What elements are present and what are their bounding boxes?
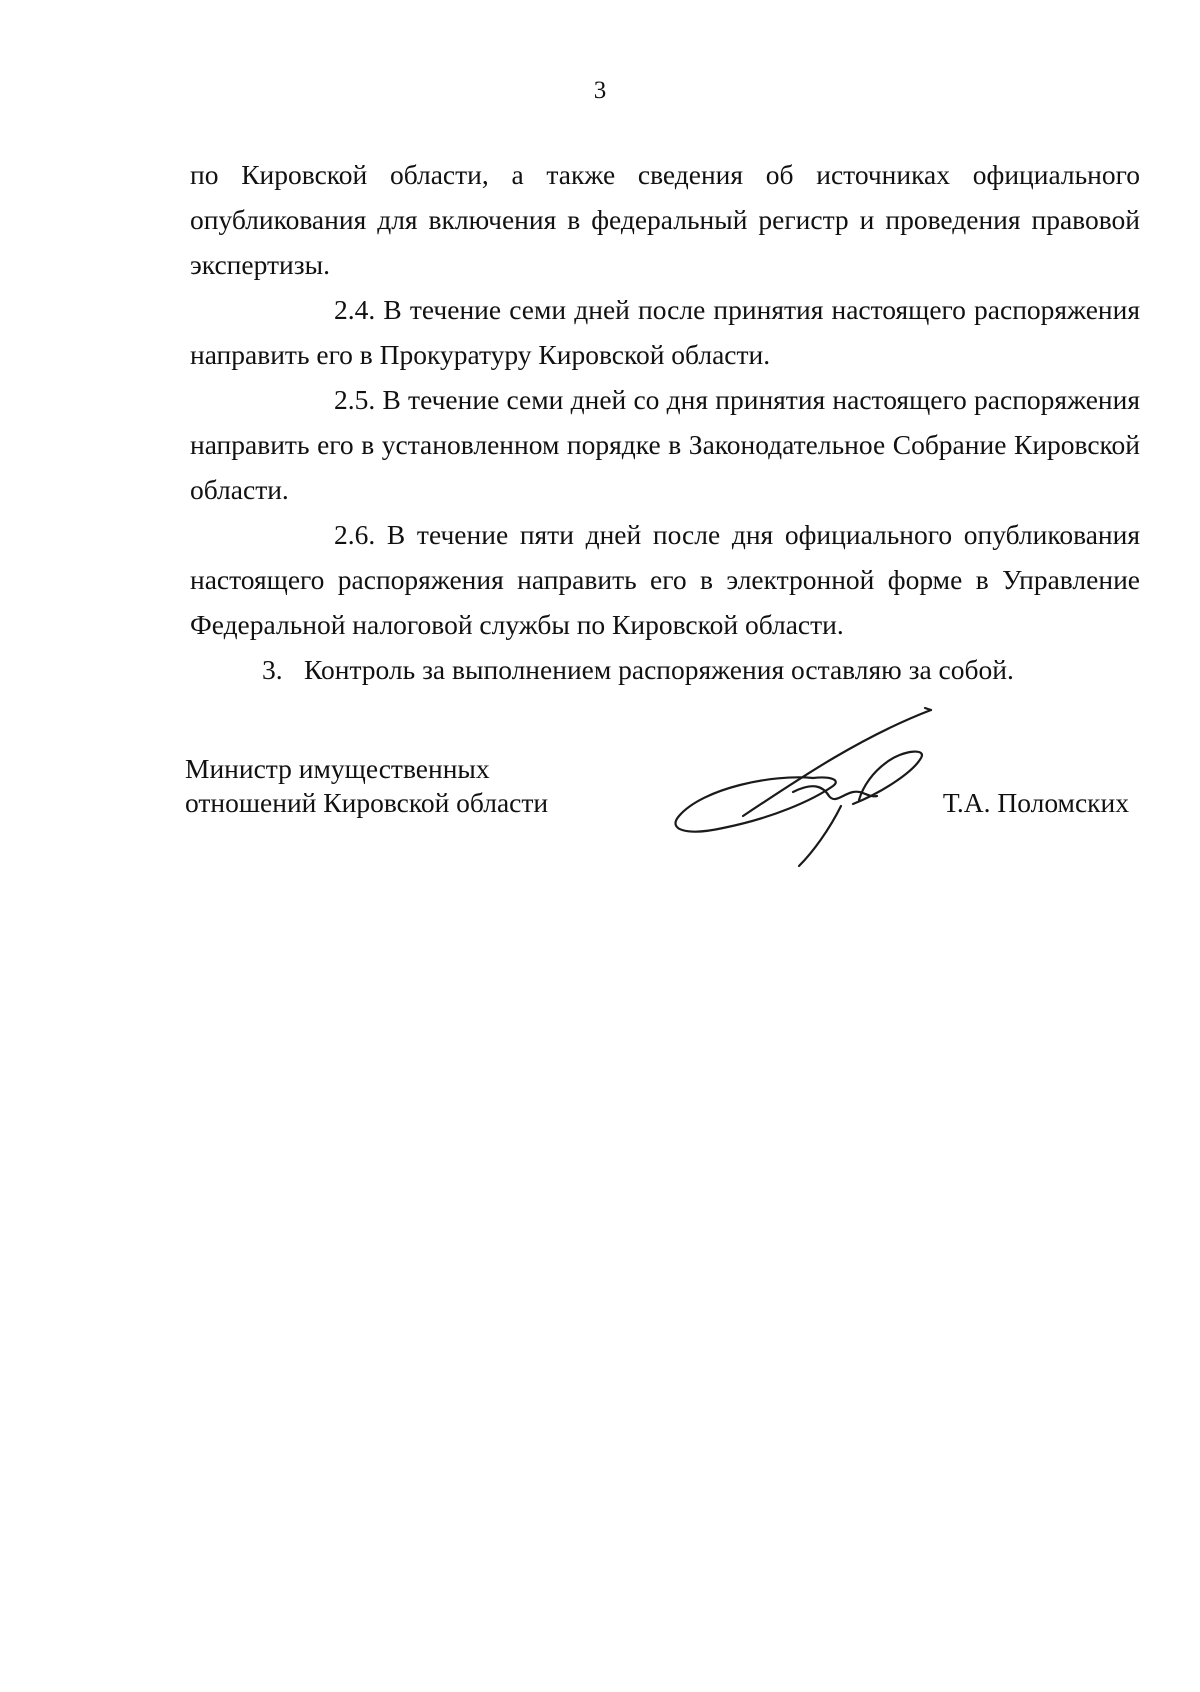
- paragraph-continuation: по Кировской области, а также сведения об источниках официального опубликования для включения в федеральный регистр и проведения правовой экспертизы.: [190, 159, 1140, 280]
- signer-name: Т.А. Поломских: [942, 787, 1129, 818]
- signer-position-line-1: Министр имущественных: [185, 753, 490, 784]
- item-number: 2.6.: [334, 519, 376, 550]
- item-number: 2.5.: [334, 384, 376, 415]
- paragraph-2-6: [190, 512, 1140, 647]
- item-text: В течение семи дней со дня принятия настоящего распоряжения направить его в установленном порядке в Законодательное Собрание Кировской области.: [190, 384, 1140, 505]
- item-number: 2.4.: [334, 294, 376, 325]
- paragraph-2-5: [190, 377, 1140, 512]
- signature-block: [185, 752, 1145, 872]
- signer-position: [185, 752, 548, 820]
- paragraph-3: [190, 647, 1140, 692]
- handwritten-signature: [663, 696, 963, 896]
- item-text: В течение семи дней после принятия настоящего распоряжения направить его в Прокуратуру Кировской области.: [190, 294, 1140, 370]
- item-text: В течение пяти дней после дня официального опубликования настоящего распоряжения направить его в электронной форме в Управление Федеральной налоговой службы по Кировской области.: [190, 519, 1140, 640]
- document-body: [190, 152, 1140, 692]
- paragraph-2-4: [190, 287, 1140, 377]
- item-number: 3.: [262, 654, 283, 685]
- page-number: 3: [593, 77, 607, 104]
- item-text: Контроль за выполнением распоряжения оставляю за собой.: [304, 654, 1014, 685]
- signer-position-line-2: отношений Кировской области: [185, 787, 549, 818]
